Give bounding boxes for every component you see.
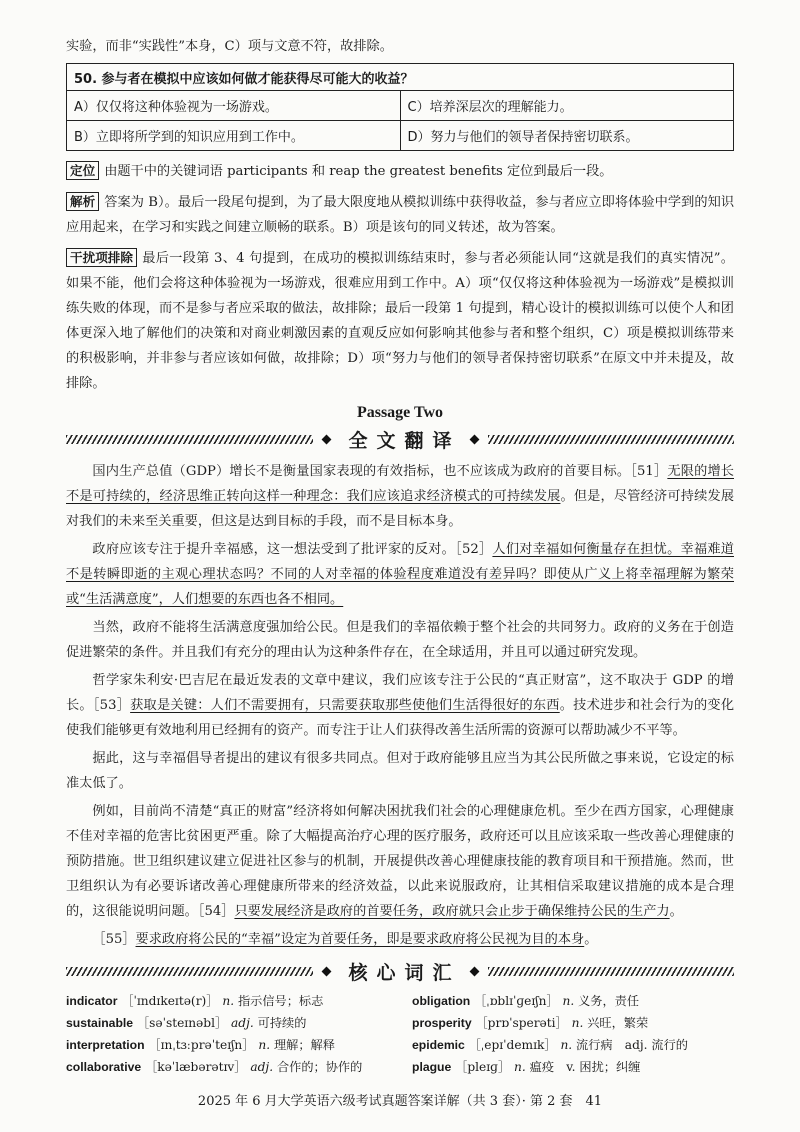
page-content xyxy=(66,34,734,1078)
question-table xyxy=(66,63,734,151)
distractor-paragraph xyxy=(66,246,734,396)
vocab-word: interpretation xyxy=(66,1038,145,1052)
underlined-answer-55: 要求政府将公民的“幸福”设定为首要任务，即是要求政府将公民视为目的本身 xyxy=(135,932,585,947)
vocab-def: 义务，责任 xyxy=(578,994,640,1008)
vocab-def: 流行病 adj. 流行的 xyxy=(576,1038,688,1052)
hatch-divider-left xyxy=(66,435,313,444)
vocab-entry xyxy=(66,991,412,1012)
vocab-entry xyxy=(412,1035,734,1056)
vocab-pos: adj. xyxy=(231,1016,254,1030)
option-c: C）培养深层次的理解能力。 xyxy=(400,91,734,121)
vocab-ipa: ［pleɪɡ］ xyxy=(455,1060,511,1074)
option-d: D）努力与他们的领导者保持密切联系。 xyxy=(400,121,734,151)
vocab-word: collaborative xyxy=(66,1060,142,1074)
vocab-ipa: ［prɒˈsperəti］ xyxy=(475,1016,568,1030)
vocab-entry xyxy=(412,1057,734,1078)
vocab-def: 兴旺，繁荣 xyxy=(587,1016,649,1030)
translation-paragraph xyxy=(66,927,734,952)
text-run: 。 xyxy=(669,904,683,919)
translation-paragraph xyxy=(66,799,734,924)
text-run: ［55］ xyxy=(92,932,136,947)
diamond-icon xyxy=(321,435,331,445)
vocab-word: epidemic xyxy=(412,1038,465,1052)
vocab-entry xyxy=(66,1035,412,1056)
hatch-divider-right xyxy=(488,967,735,976)
translation-paragraph xyxy=(66,668,734,743)
vocab-entry xyxy=(412,991,734,1012)
vocab-ipa: ［ɪnˌtɜːprəˈteɪʃn］ xyxy=(148,1038,255,1052)
text-run: 国内生产总值（GDP）增长不是衡量国家表现的有效指标，也不应该成为政府的首要目标。［51］ xyxy=(92,464,668,479)
vocab-ipa: ［kəˈlæbərətɪv］ xyxy=(145,1060,247,1074)
vocab-word: plague xyxy=(412,1060,452,1074)
text-run: 。但是，尽管经济可持续发展对我们的未来至关重要，但这是达到目标的手段，而不是目标本身。 xyxy=(66,489,735,529)
vocab-ipa: ［ˌepɪˈdemɪk］ xyxy=(468,1038,557,1052)
translation-paragraph xyxy=(66,459,734,534)
carryover-line: 实验，而非“实践性”本身，C）项与文意不符，故排除。 xyxy=(66,39,393,54)
underlined-answer-54: 只要发展经济是政府的首要任务，政府就只会止步于确保维持公民的生产力 xyxy=(234,904,670,919)
passage-title: Passage Two xyxy=(356,404,444,421)
text-run: 例如，目前尚不清楚“真正的财富”经济将如何解决困扰我们社会的心理健康危机。至少在西方国家，心理健康不佳对幸福的危害比贫困更严重。除了大幅提高治疗心理的医疗服务，政府还可以且应该采取一些改善心理健康的预防措施。世卫组织建议建立促进社区参与的机制，开展提供改善心理健康技能的教育项目和干预措施。然而，世卫组织认为有必要诉诸改善心理健康所带来的经济效益，以此来说服政府，让其相信采取建议措施的成本是合理的，这很能说明问题。［54］ xyxy=(66,804,734,919)
section-title: 核心词汇 xyxy=(348,962,461,984)
vocab-def: 瘟疫 v. 困扰；纠缠 xyxy=(529,1060,641,1074)
diamond-icon xyxy=(469,435,479,445)
vocab-entry xyxy=(66,1057,412,1078)
option-a: A）仅仅将这种体验视为一场游戏。 xyxy=(67,91,401,121)
locate-text: 由题干中的关键词语 participants 和 reap the greatest benefits 定位到最后一段。 xyxy=(104,164,613,179)
distractor-tag: 干扰项排除 xyxy=(66,248,137,267)
vocab-grid xyxy=(66,991,734,1078)
translation-paragraph xyxy=(66,537,734,612)
translation-paragraph: 当然，政府不能将生活满意度强加给公民。但是我们的幸福依赖于整个社会的共同努力。政府的义务在于创造促进繁荣的条件。并且我们有充分的理由认为这种条件存在，在全球适用，并且可以通过研究发现。 xyxy=(66,620,734,660)
vocab-pos: adj. xyxy=(250,1060,274,1074)
diamond-icon xyxy=(469,967,479,977)
vocab-def: 合作的；协作的 xyxy=(276,1060,363,1074)
vocab-ipa: ［ˈɪndɪkeɪtə(r)］ xyxy=(121,994,219,1008)
locate-paragraph xyxy=(66,159,734,184)
underlined-answer-53: 获取是关键：人们不需要拥有，只需要获取那些使他们生活得很好的东西 xyxy=(130,698,560,713)
vocab-word: obligation xyxy=(412,994,471,1008)
vocab-word: sustainable xyxy=(66,1016,134,1030)
vocab-pos: n. xyxy=(514,1060,526,1074)
vocab-entry xyxy=(412,1013,734,1034)
diamond-icon xyxy=(321,967,331,977)
vocab-pos: n. xyxy=(571,1016,584,1030)
analysis-text-a: 答案为 B）。最后一段尾句提到，为了最大限度地从模拟训练中获得收益，参与者应立即将体验中学 xyxy=(104,195,682,210)
vocab-def: 理解；解释 xyxy=(273,1038,335,1052)
vocab-def: 可持续的 xyxy=(257,1016,307,1030)
vocab-word: indicator xyxy=(66,994,118,1008)
text-run: 政府应该专注于提升幸福感，这一想法受到了批评家的反对。［52］ xyxy=(92,542,493,557)
question-stem: 50. 参与者在模拟中应该如何做才能获得尽可能大的收益？ xyxy=(67,64,734,91)
locate-tag: 定位 xyxy=(66,161,99,180)
vocab-ipa: ［ˌɒblɪˈɡeɪʃn］ xyxy=(474,994,559,1008)
hatch-divider-left xyxy=(66,967,313,976)
vocab-entry xyxy=(66,1013,412,1034)
vocab-ipa: ［səˈsteɪnəbl］ xyxy=(136,1016,228,1030)
vocab-pos: n. xyxy=(560,1038,573,1052)
distractor-text-a: 最后一段第 3、4 句提到，在成功的模拟训练结束时，参与者必须能认同“这就是我们的真实情 xyxy=(141,251,701,266)
vocab-word: prosperity xyxy=(412,1016,472,1030)
option-b: B）立即将所学到的知识应用到工作中。 xyxy=(67,121,401,151)
translation-paragraph: 据此，这与幸福倡导者提出的建议有很多共同点。但对于政府能够且应当为其公民所做之事来说，它设定的标准太低了。 xyxy=(66,751,734,791)
hatch-divider-right xyxy=(488,435,735,444)
vocab-pos: n. xyxy=(562,994,575,1008)
vocab-pos: n. xyxy=(258,1038,271,1052)
underlined-answer-52: 人们对幸福如何衡量存在担忧。幸福难道不是转瞬即逝的主观心理状态吗？不同的人对幸福的体验程度难道没有差异吗？即使从广义上将幸福理解为繁荣或“生活满意度”，人们想要的东西也各不相同。 xyxy=(66,542,734,607)
vocab-pos: n. xyxy=(222,994,235,1008)
translation-body xyxy=(66,459,734,952)
distractor-text-b: 况”。如果不能，他们会将这种体验视为一场游戏，很难应用到工作中。A）项“仅仅将这种体验视为一场游戏”是模拟训练失败的体现，而不是参与者应采取的做法，故排除；最后一段第 1 句提到，精心设计的模拟训练可以使个人和团体更深入地了解他们的决策和对商业刺激因素的直观反应如何影响其他参与者和整个组织，C）项是模拟训练带来的积极影响，并非参与者应该如何做，故排除；D）项“努力与他们的领导者保持密切联系”在原文中并未提及，故排除。 xyxy=(66,251,734,391)
analysis-text-b: 到的知识应用起来，在学习和实践之间建立顺畅的联系。B）项是该句的同义转述，故为答案。 xyxy=(66,195,735,235)
page-footer: 2025 年 6 月大学英语六级考试真题答案详解（共 3 套）· 第 2 套 41 xyxy=(197,1094,603,1109)
text-run: 哲学家朱利安·巴吉尼在最近发表的文章中建议，我们应该专注于公民的“真正财富”，这不取决于 GDP 的增长。［53］ xyxy=(66,673,734,713)
underlined-answer-51: 无限的增长不是可持续的，经济思维正转向这样一种理念：我们应该追求经济模式的可持续发展 xyxy=(66,464,734,504)
section-title: 全文翻译 xyxy=(348,430,461,452)
text-run: 。 xyxy=(584,932,598,947)
text-run: 。技术进步和社会行为的变化使我们能够更有效地利用已经拥有的资产。而专注于让人们获得改善生活所需的资源可以帮助减少不平等。 xyxy=(66,698,735,738)
vocab-def: 指示信号；标志 xyxy=(237,994,324,1008)
section-header-vocab xyxy=(66,958,734,985)
section-header-translation xyxy=(66,426,734,453)
analysis-paragraph xyxy=(66,190,734,240)
analysis-tag: 解析 xyxy=(66,192,99,211)
